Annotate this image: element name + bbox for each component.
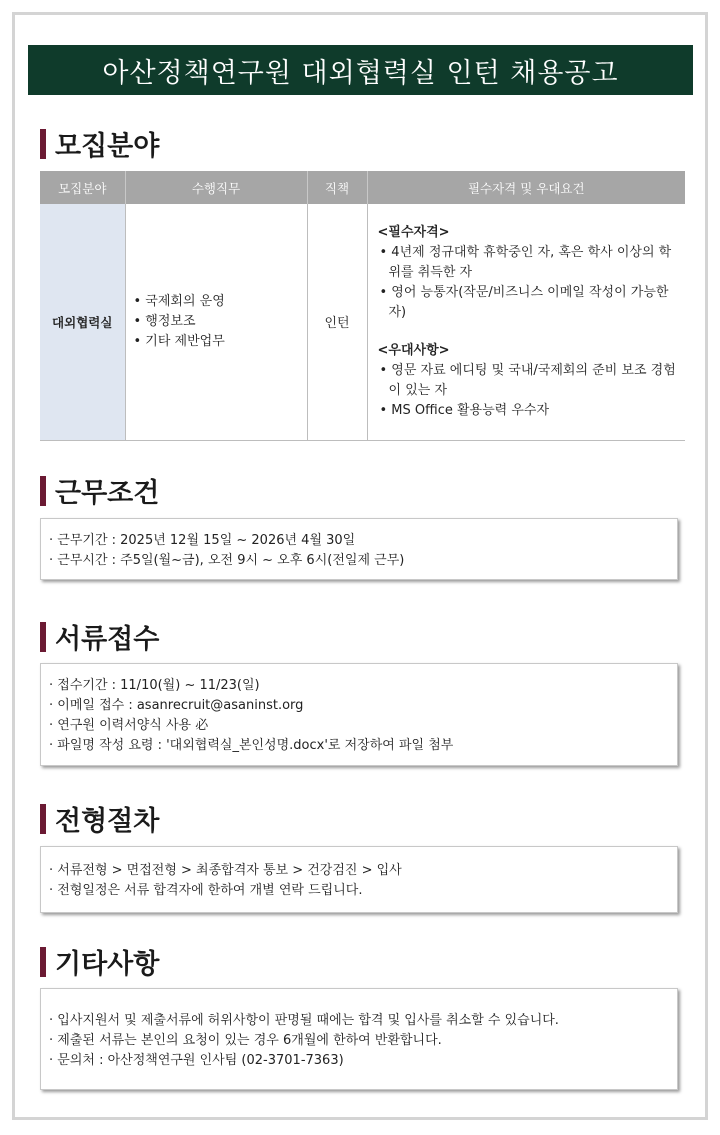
table-row [40,204,685,440]
column-header: 필수자격 및 우대요건 [367,171,685,204]
process-line: · 전형일정은 서류 합격자에 한하여 개별 연락 드립니다. [49,883,363,898]
section-marker [40,622,46,652]
required-item: • 4년제 정규대학 휴학중인 자, 혹은 학사 이상의 학위를 취득한 자 [379,244,672,280]
application-line: · 이메일 접수 : asanrecruit@asaninst.org [49,698,304,713]
application-line: · 연구원 이력서양식 사용 必 [49,718,209,733]
section-marker [40,947,46,977]
section-title: 서류접수 [55,624,160,655]
etc-line: · 문의처 : 아산정책연구원 인사팀 (02-3701-7363) [49,1053,344,1068]
etc-line: · 제출된 서류는 본인의 요청이 있는 경우 6개월에 한하여 반환합니다. [49,1033,442,1048]
requirements-cell [367,204,685,440]
section-header-recruit [40,124,159,163]
application-box [40,663,678,766]
preferred-item: • MS Office 활용능력 우수자 [379,402,550,418]
column-header: 모집분야 [40,171,125,204]
section-marker [40,129,46,159]
section-header-process [40,799,159,838]
section-header-conditions [40,471,159,510]
etc-line: · 입사지원서 및 제출서류에 허위사항이 판명될 때에는 합격 및 입사를 취소할 수 있습니다. [49,1013,559,1028]
section-title: 전형절차 [55,806,160,837]
preferred-title: <우대사항> [377,342,450,358]
process-box [40,846,678,913]
process-line: · 서류전형 > 면접전형 > 최종합격자 통보 > 건강검진 > 입사 [49,863,402,878]
section-header-application [40,617,159,656]
conditions-line: · 근무시간 : 주5일(월~금), 오전 9시 ~ 오후 6시(전일제 근무) [49,553,405,568]
duty-item: • 국제회의 운영 [133,293,225,309]
role-cell: 인턴 [307,204,367,440]
etc-box [40,988,678,1090]
recruit-table [40,171,685,441]
table-header-row [40,171,685,204]
required-item: • 영어 능통자(작문/비즈니스 이메일 작성이 가능한 자) [379,284,669,320]
duty-item: • 기타 제반업무 [133,333,225,349]
section-marker [40,804,46,834]
application-line: · 접수기간 : 11/10(월) ~ 11/23(일) [49,678,260,693]
section-title: 근무조건 [55,478,160,509]
conditions-line: · 근무기간 : 2025년 12월 15일 ~ 2026년 4월 30일 [49,533,356,548]
area-cell: 대외협력실 [40,204,125,440]
section-header-etc [40,942,159,981]
page-title: 아산정책연구원 대외협력실 인턴 채용공고 [28,45,693,95]
duty-item: • 행정보조 [133,313,196,329]
preferred-item: • 영문 자료 에디팅 및 국내/국제회의 준비 보조 경험이 있는 자 [379,362,676,398]
column-header: 직책 [307,171,367,204]
required-title: <필수자격> [377,224,450,240]
conditions-box [40,518,678,580]
duty-cell [125,204,307,440]
section-title: 모집분야 [55,131,160,162]
application-line: · 파일명 작성 요령 : '대외협력실_본인성명.docx'로 저장하여 파일 첨부 [49,738,454,753]
section-marker [40,476,46,506]
column-header: 수행직무 [125,171,307,204]
section-title: 기타사항 [55,949,160,980]
